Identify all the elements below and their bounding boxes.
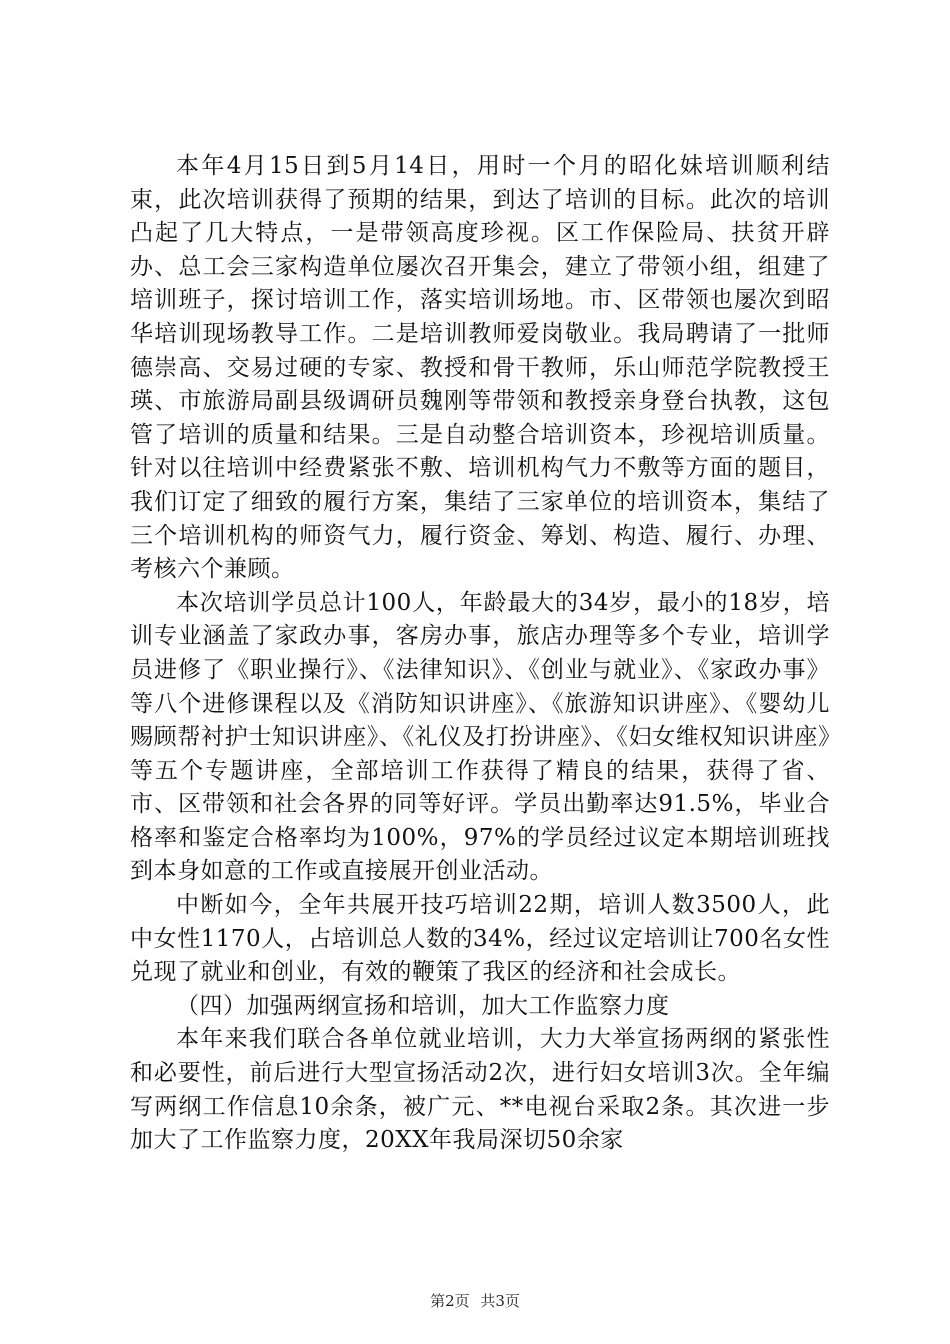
page-total: 共3页 <box>480 1292 520 1310</box>
paragraph-training-summary: 本年4月15日到5月14日，用时一个月的昭化妹培训顺利结束，此次培训获得了预期的结果，到达了培训的目标。此次的培训凸起了几大特点，一是带领高度珍视。区工作保险局、扶贫开辟办、总工会三家构造单位屡次召开集会，建立了带领小组，组建了培训班子，探讨培训工作，落实培训场地。市、区带领也屡次到昭华培训现场教导工作。二是培训教师爱岗敬业。我局聘请了一批师德崇高、交易过硬的专家、教授和骨干教师，乐山师范学院教授王瑛、市旅游局副县级调研员魏刚等带领和教授亲身登台执教，这包管了培训的质量和结果。三是自动整合培训资本，珍视培训质量。针对以往培训中经费紧张不敷、培训机构气力不敷等方面的题目，我们订定了细致的履行方案，集结了三家单位的培训资本，集结了三个培训机构的师资气力，履行资金、筹划、构造、履行、办理、考核六个兼顾。 <box>130 153 830 583</box>
paragraph-trainee-stats: 本次培训学员总计100人，年龄最大的34岁，最小的18岁，培训专业涵盖了家政办事，客房办事，旅店办理等多个专业，培训学员进修了《职业操行》、《法律知识》、《创业与就业》、《家政办事》等八个进修课程以及《消防知识讲座》、《旅游知识讲座》、《婴幼儿赐顾帮衬护士知识讲座》、《礼仪及打扮讲座》、《妇女维权知识讲座》等五个专题讲座，全部培训工作获得了精良的结果，获得了省、市、区带领和社会各界的同等好评。学员出勤率达91.5%，毕业合格率和鉴定合格率均为100%，97%的学员经过议定本期培训班找到本身如意的工作或直接展开创业活动。 <box>130 589 830 885</box>
section-heading: （四）加强两纲宣扬和培训，加大工作监察力度 <box>176 992 670 1019</box>
page-number: 第2页 <box>430 1292 470 1310</box>
document-body <box>130 150 830 1158</box>
page-footer <box>0 1290 950 1311</box>
paragraph-publicity: 本年来我们联合各单位就业培训，大力大举宣扬两纲的紧张性和必要性，前后进行大型宣扬活动2次，进行妇女培训3次。全年编写两纲工作信息10余条，被广元、**电视台采取2条。其次进一步加大了工作监察力度，20XX年我局深切50余家 <box>130 1026 830 1154</box>
paragraph-annual-totals: 中断如今，全年共展开技巧培训22期，培训人数3500人，此中女性1170人，占培训总人数的34%，经过议定培训让700名女性兑现了就业和创业，有效的鞭策了我区的经济和社会成长。 <box>130 892 830 986</box>
